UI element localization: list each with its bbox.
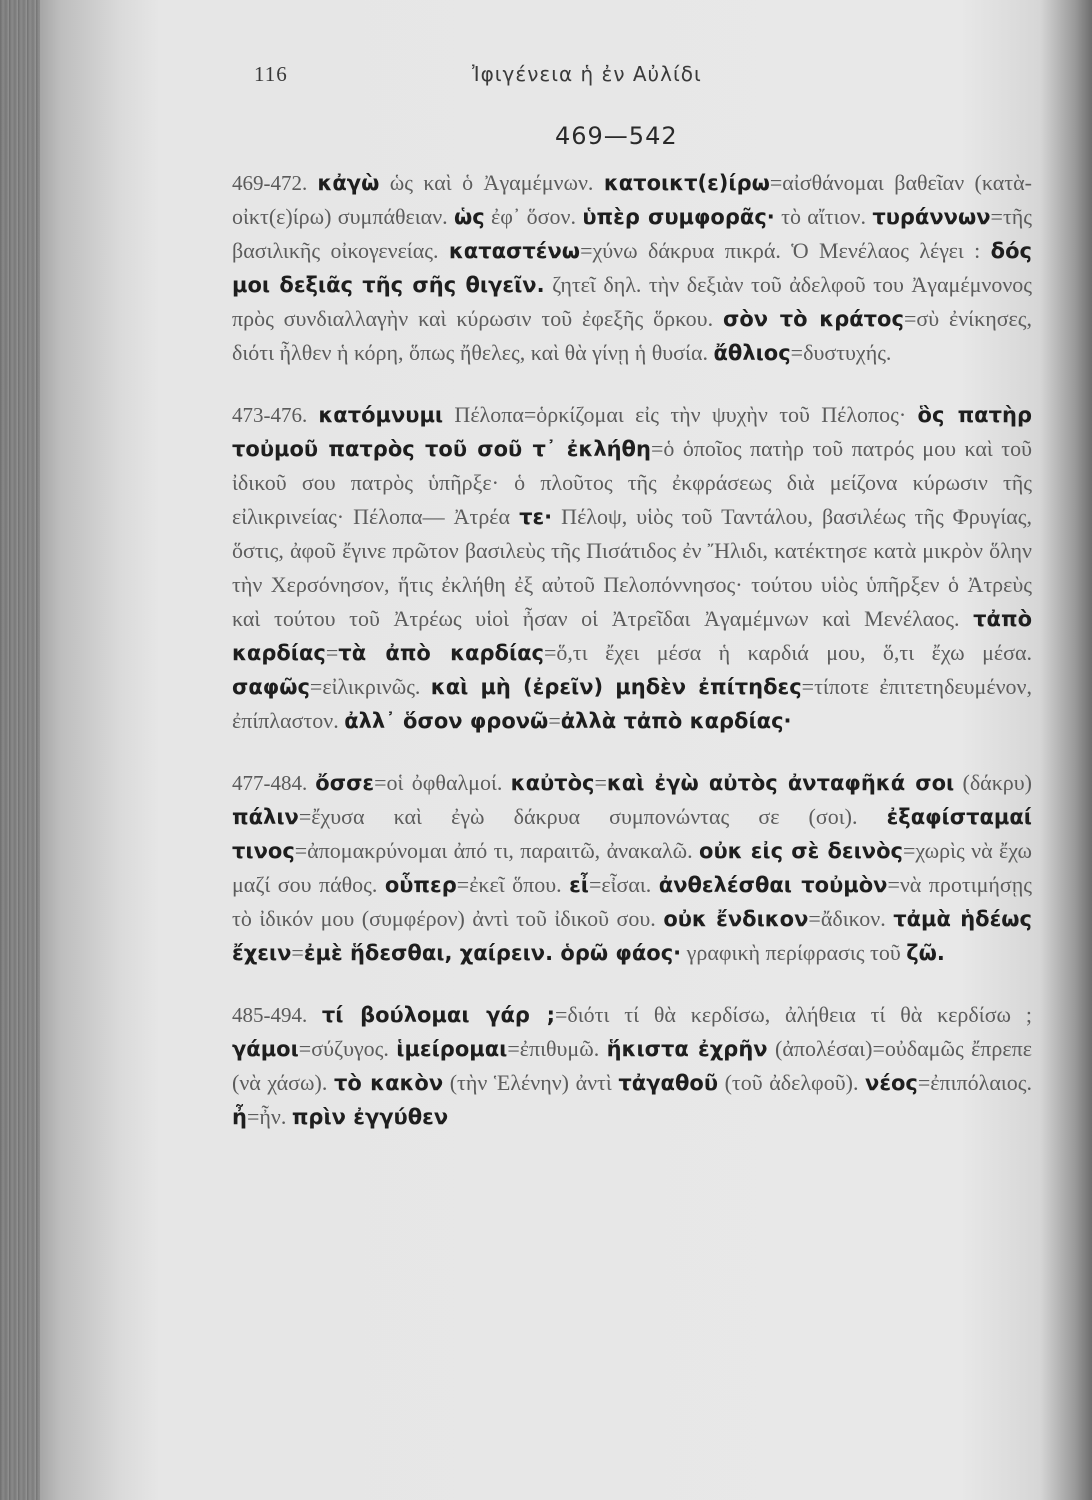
commentary-paragraph <box>232 998 1032 1134</box>
verse-reference: 477-484. <box>232 771 316 795</box>
gloss-text: =ὅ,τι ἔχει μέσα ἡ καρδιά μου, ὅ,τι ἔχω μέσα. <box>544 640 1033 665</box>
running-title: Ἰφιγένεια ἡ ἐν Αὐλίδι <box>472 62 702 86</box>
lemma-text: τυράννων <box>872 205 991 229</box>
gloss-text: =ἐπιπόλαιος. <box>917 1070 1032 1095</box>
commentary-paragraph <box>232 166 1032 370</box>
lemma-text: κατόμνυμι <box>318 403 444 427</box>
gloss-text: = <box>594 770 607 795</box>
gloss-text: τὸ αἴτιον. <box>774 204 873 229</box>
gloss-text: =χωρὶς νὰ ἔχω μαζί σου πάθος. <box>232 838 1032 897</box>
gloss-text: (τὴν Ἑλένην) ἀντὶ <box>443 1070 619 1095</box>
lemma-text: κατοικτ(ε)ίρω <box>603 171 770 195</box>
lemma-text: τε· <box>519 505 553 529</box>
gloss-text: =τίποτε ἐπιτετηδευμένον, ἐπίπλαστον. <box>232 674 1032 733</box>
lemma-text: τἀγαθοῦ <box>618 1071 719 1095</box>
lemma-text: ἥκιστα ἐχρῆν <box>606 1037 768 1061</box>
lemma-text: πρὶν ἐγγύθεν <box>291 1105 449 1129</box>
lemma-text: οὐκ εἰς σὲ δεινὸς <box>699 839 903 863</box>
gloss-text: =νὰ προτιμήσῃς τὸ ἰδικόν μου (συμφέρον) ἀντὶ τοῦ ἰδικοῦ σου. <box>232 872 1032 931</box>
lemma-text: ἀλλὰ τἀπὸ καρδίας· <box>560 709 792 733</box>
lemma-text: καὶ μὴ (ἐρεῖν) μηδὲν ἐπίτηδες <box>430 675 802 699</box>
lemma-text: ἄθλιος <box>713 341 791 365</box>
gloss-text: =σὺ ἐνίκησες, διότι ἦλθεν ἡ κόρη, ὅπως ἤθελες, καὶ θὰ γίνῃ ἡ θυσία. <box>232 306 1033 365</box>
lemma-text: ἱμείρομαι <box>396 1037 508 1061</box>
gloss-text: (δάκρυ) <box>954 770 1032 795</box>
lemma-text: γάμοι <box>232 1037 299 1061</box>
commentary-body <box>232 166 1032 1162</box>
gloss-text: =αἰσθάνομαι βαθεῖαν (κατὰ-οἰκτ(ε)ίρω) συμπάθειαν. <box>232 170 1032 229</box>
lemma-text: ἀνθελέσθαι τοὐμὸν <box>658 873 888 897</box>
gloss-text: ἐφ᾿ ὅσον. <box>484 204 583 229</box>
commentary-paragraph <box>232 398 1032 738</box>
lemma-text: καταστένω <box>448 239 581 263</box>
gloss-text: =σύζυγος. <box>298 1036 397 1061</box>
lemma-text: ὃς πατὴρ τοὐμοῦ πατρὸς τοῦ σοῦ τ᾿ ἐκλήθη <box>232 403 1032 461</box>
gloss-text: =ἄδικον. <box>808 906 894 931</box>
gloss-text: (τοῦ ἀδελφοῦ). <box>718 1070 866 1095</box>
gloss-text: =ἀπομακρύνομαι ἀπό τι, παραιτῶ, ἀνακαλῶ. <box>294 838 700 863</box>
lemma-text: εἶ <box>569 873 589 897</box>
lemma-text: ὡς <box>454 205 485 229</box>
gloss-text: =ἐπιθυμῶ. <box>507 1036 607 1061</box>
lemma-text: τἀπὸ καρδίας <box>232 607 1032 665</box>
lemma-text: ἦ <box>232 1105 247 1129</box>
lemma-text: οὐκ ἔνδικον <box>663 907 809 931</box>
gloss-text: Πέλοψ, υἱὸς τοῦ Ταντάλου, βασιλέως τῆς Φρυγίας, ὅστις, ἀφοῦ ἔγινε πρῶτον βασιλεὺς τῆς Πισάτιδος ἐν Ἤλιδι, κατέκτησε κατὰ μικρὸν ὅλην τὴν Χερσόνησον, ἥτις ἐκλήθη ἐξ αὐτοῦ Πελοπόννησος· τούτου υἱὸς ὑπῆρξεν ὁ Ἀτρεὺς καὶ τούτου τοῦ Ἀτρέως υἱοὶ ἦσαν οἱ Ἀτρεῖδαι Ἀγαμέμνων καὶ Μενέλαος. <box>232 504 1033 631</box>
lemma-text: τί βούλομαι γάρ ; <box>321 1003 555 1027</box>
gloss-text: ζητεῖ δηλ. τὴν δεξιὰν τοῦ ἀδελφοῦ του Ἀγαμέμνονος πρὸς συνδιαλλαγὴν καὶ κύρωσιν τοῦ ἐφεξῆς ὅρκου. <box>232 272 1032 331</box>
lemma-text: ἐμὲ ἥδεσθαι, χαίρειν. ὁρῶ φάος· <box>303 941 682 965</box>
gloss-text: = <box>325 640 339 665</box>
verse-reference: 469-472. <box>232 171 318 195</box>
gloss-text: =ἐκεῖ ὅπου. <box>456 872 570 897</box>
lemma-text: ζῶ. <box>906 941 945 965</box>
commentary-paragraph <box>232 766 1032 970</box>
page-number: 116 <box>254 62 288 86</box>
gloss-text: = <box>548 708 561 733</box>
gloss-text: = <box>291 940 304 965</box>
lemma-text: πάλιν <box>232 805 299 829</box>
lemma-text: τὸ κακὸν <box>333 1071 444 1095</box>
gloss-text: γραφικὴ περίφρασις τοῦ <box>681 940 907 965</box>
gloss-text: =εἶσαι. <box>588 872 659 897</box>
lemma-text: ἐξαφίσταμαί τινος <box>232 805 1032 863</box>
gloss-text: =διότι τί θὰ κερδίσω, ἀλήθεια τί θὰ κερδίσω ; <box>554 1002 1032 1027</box>
lemma-text: σὸν τὸ κράτος <box>722 307 904 331</box>
gloss-text: (ἀπολέσαι)=οὐδαμῶς ἔπρεπε (νὰ χάσω). <box>232 1036 1032 1095</box>
gloss-text: =τῆς βασιλικῆς οἰκογενείας. <box>232 204 1032 263</box>
lemma-text: οὗπερ <box>384 873 457 897</box>
lemma-text: καὶ ἐγὼ αὐτὸς ἀνταφῆκά σοι <box>606 771 955 795</box>
gloss-text: =δυστυχής. <box>790 340 892 365</box>
gloss-text: =ὁ ὁποῖος πατὴρ τοῦ πατρός μου καὶ τοῦ ἰδικοῦ σου πατρὸς ὑπῆρξε· ὁ πλοῦτος τῆς ἐκφράσεως διὰ μείζονα κύρωσιν τῆς εἰλικρινείας· <box>232 436 1032 529</box>
gloss-text: Πέλοπα=ὁρκίζομαι εἰς τὴν ψυχὴν τοῦ Πέλοπος· <box>443 402 918 427</box>
lemma-text: ὑπὲρ συμφορᾶς· <box>582 205 775 229</box>
lemma-text: κἀγὼ <box>317 171 380 195</box>
lemma-text: καὐτὸς <box>510 771 595 795</box>
page-edge-stack <box>0 0 40 1500</box>
lemma-text: νέος <box>865 1071 918 1095</box>
lemma-text: σαφῶς <box>232 675 310 699</box>
lemma-text: τἀμὰ ἡδέως ἔχειν <box>232 907 1032 965</box>
verse-reference: 473-476. <box>232 403 319 427</box>
lemma-text: τὰ ἀπὸ καρδίας <box>338 641 544 665</box>
lemma-text: δός μοι δεξιᾶς τῆς σῆς θιγεῖν. <box>232 239 1032 297</box>
gloss-text: =οἱ ὀφθαλμοί. <box>374 770 511 795</box>
gloss-text: =εἰλικρινῶς. <box>309 674 431 699</box>
lemma-text: ἀλλ᾿ ὅσον φρονῶ <box>344 709 549 733</box>
section-heading: 469—542 <box>555 122 678 150</box>
lemma-text: ὄσσε <box>315 771 375 795</box>
running-header <box>232 62 1032 92</box>
gloss-text: Πέλοπα— Ἀτρέα <box>353 504 520 529</box>
gloss-text: =χύνω δάκρυα πικρά. Ὁ Μενέλαος λέγει : <box>580 238 991 263</box>
gloss-text: ὡς καὶ ὁ Ἀγαμέμνων. <box>379 170 604 195</box>
verse-reference: 485-494. <box>232 1003 322 1027</box>
gloss-text: =ἦν. <box>246 1104 292 1129</box>
gloss-text: =ἔχυσα καὶ ἐγὼ δάκρυα συμπονώντας σε (σοι). <box>298 804 887 829</box>
